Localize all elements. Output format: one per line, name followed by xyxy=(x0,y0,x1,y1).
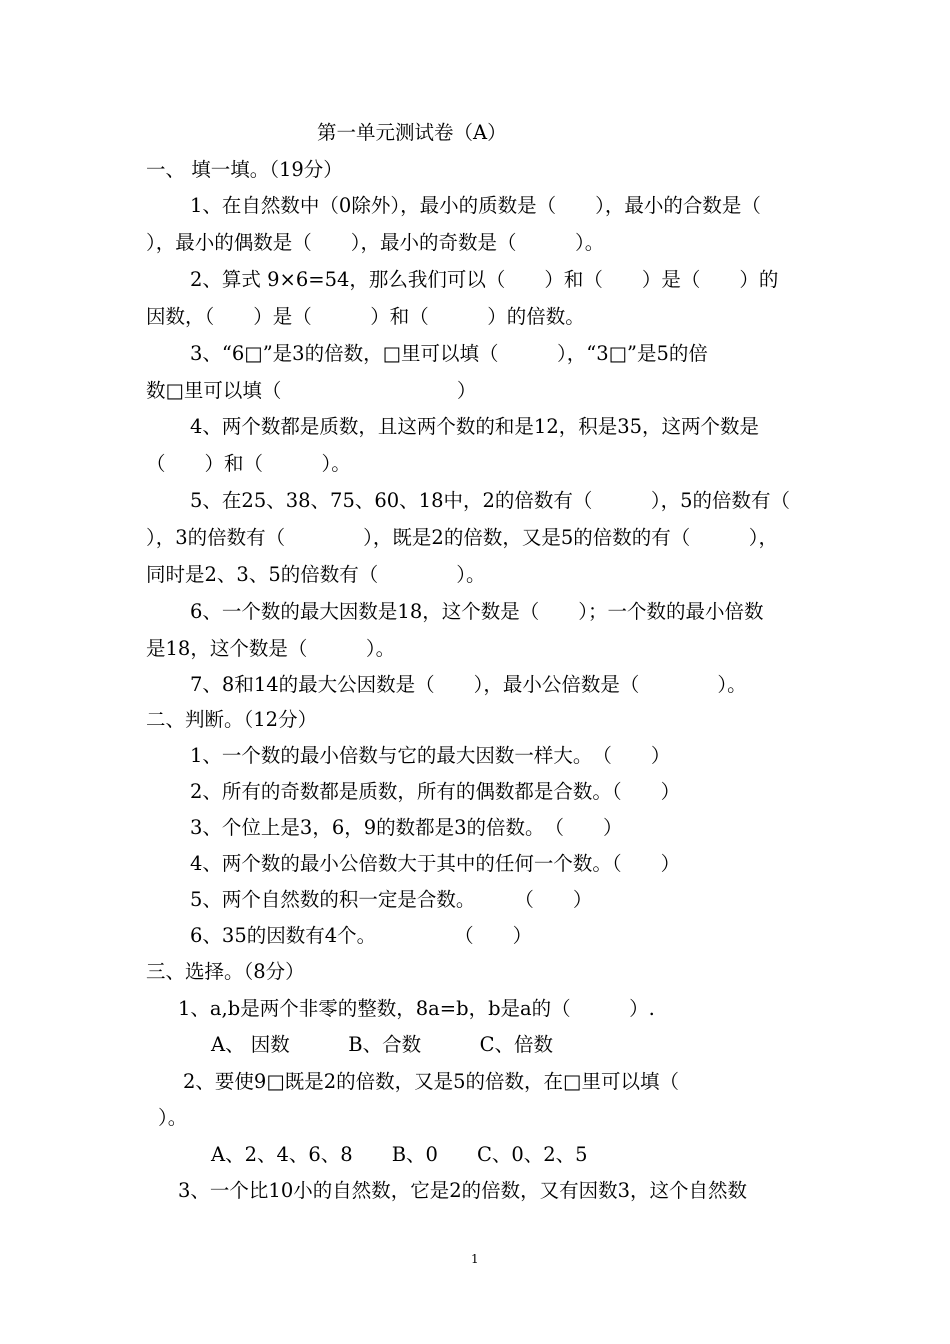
option-line: A、2、4、6、8 B、0 C、0、2、5 xyxy=(211,1143,588,1166)
question-line: 4、两个数的最小公倍数大于其中的任何一个数。（ ） xyxy=(190,852,681,875)
question-line: 2、要使9□既是2的倍数，又是5的倍数，在□里可以填（ xyxy=(183,1070,679,1093)
question-line: 是18，这个数是（ ）。 xyxy=(146,637,396,660)
page-number: 1 xyxy=(471,1252,479,1266)
section-heading: 二、判断。（12分） xyxy=(146,708,318,731)
question-line: 3、一个比10小的自然数，它是2的倍数，又有因数3，这个自然数 xyxy=(178,1179,748,1202)
question-line: 7、8和14的最大公因数是（ ），最小公倍数是（ ）。 xyxy=(190,673,747,696)
question-line: 3、个位上是3，6，9的数都是3的倍数。 （ ） xyxy=(190,816,623,839)
question-line: 1、一个数的最小倍数与它的最大因数一样大。 （ ） xyxy=(190,744,671,767)
page-title: 第一单元测试卷（A） xyxy=(317,121,507,144)
question-line: （ ）和（ ）。 xyxy=(146,452,351,475)
section-heading: 三、选择。（8分） xyxy=(146,960,305,983)
option-line: A、 因数 B、合数 C、倍数 xyxy=(211,1033,554,1056)
question-line: ）。 xyxy=(158,1106,188,1129)
question-line: 5、两个自然数的积一定是合数。 （ ） xyxy=(190,888,593,911)
question-line: 3、“6□”是3的倍数，□里可以填（ ），“3□”是5的倍 xyxy=(190,342,708,365)
question-line: 5、在25、38、75、60、18中，2的倍数有（ ），5的倍数有（ xyxy=(190,489,791,512)
question-line: 4、两个数都是质数，且这两个数的和是12，积是35，这两个数是 xyxy=(190,415,760,438)
question-line: 6、一个数的最大因数是18，这个数是（ ）；一个数的最小倍数 xyxy=(190,600,764,623)
question-line: 1、a,b是两个非零的整数，8a=b，b是a的（ ）. xyxy=(178,997,655,1020)
section-heading: 一、 填一填。（19分） xyxy=(146,158,343,181)
question-line: 同时是2、3、5的倍数有（ ）。 xyxy=(146,563,486,586)
question-line: ），3的倍数有（ ），既是2的倍数，又是5的倍数的有（ ）， xyxy=(146,526,778,549)
question-line: ），最小的偶数是（ ），最小的奇数是（ ）。 xyxy=(146,231,605,254)
question-line: 2、算式 9×6=54，那么我们可以（ ）和（ ）是（ ）的 xyxy=(190,268,779,291)
question-line: 因数，（ ）是（ ）和（ ）的倍数。 xyxy=(146,305,585,328)
question-line: 6、35的因数有4个。 （ ） xyxy=(190,924,533,947)
question-line: 数□里可以填（ ） xyxy=(146,379,477,402)
question-line: 2、所有的奇数都是质数，所有的偶数都是合数。（ ） xyxy=(190,780,681,803)
question-line: 1、在自然数中（0除外），最小的质数是（ ），最小的合数是（ xyxy=(190,194,761,217)
